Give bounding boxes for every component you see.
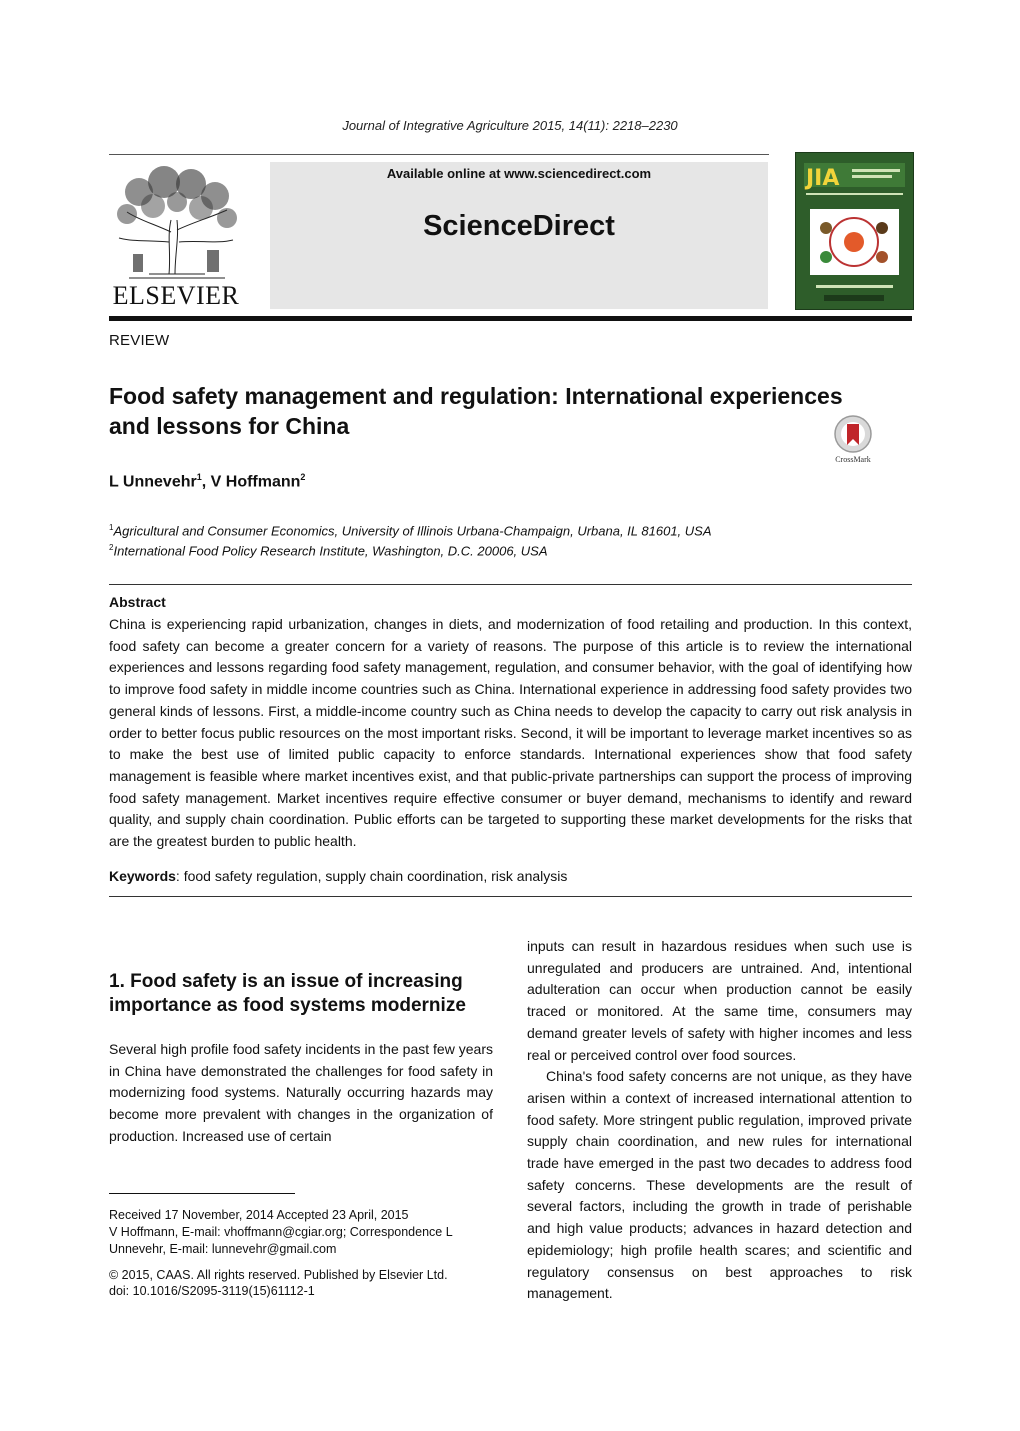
abstract-text: China is experiencing rapid urbanization, changes in diets, and modernization of food retailing and production. In this context, food safety can become a greater concern for a variety of reasons. The purpose of this article is to review the international experiences and lessons regarding food safety management, regulation, and consumer behavior, with the goal of identifying how to improve food safety in middle income countries such as China. International experience in addressing food safety provides two general kinds of lessons. First, a middle-income country such as China needs to develop the capacity to carry out risk analysis in order to better focus public resources on the most important risks. Second, it will be important to leverage market incentives so as to make the best use of limited public capacity to enforce standards. International experiences show that food safety management is feasible where market incentives exist, and that public-private partnerships can support the process of improving food safety management. Market incentives require effective consumer or buyer demand, mechanisms to identify and reward quality, and supply chain coordination. Public efforts can be targeted to supporting these market developments for the risks that are the greatest burden to public health. — [109, 616, 912, 850]
crossmark-icon — [830, 414, 876, 464]
body-paragraph: inputs can result in hazardous residues when such use is unregulated and producers are untrained. And, intentional adulteration can occur when production cannot be easily traced or monitored. At the same time, consumers may demand greater levels of safety with higher incomes and less real or perceived control over food sources. — [527, 938, 912, 1063]
journal-cover-image[interactable] — [795, 152, 914, 310]
body-paragraph: China's food safety concerns are not unique, as they have arisen within a context of increased international attention to food safety. More stringent public regulation, improved private supply chain coordination, and new rules for international trade have emerged in the past two decades to address food safety concerns. These developments are the result of several factors, including the growth in trade of perishable and high value products; advances in hazard detection and epidemiology; high profile health scares; and scientific and regulatory consensus on best approaches to risk management. — [527, 1068, 912, 1302]
footnote-correspondence: V Hoffmann, E-mail: vhoffmann@cgiar.org; Correspondence L Unnevehr, E-mail: lunnevehr@gmail.com — [109, 1225, 453, 1256]
elsevier-wordmark: ELSEVIER — [112, 281, 240, 307]
keywords-list: : food safety regulation, supply chain coordination, risk analysis — [175, 868, 568, 884]
available-online-text: Available online at www.sciencedirect.com — [386, 166, 652, 181]
author-name[interactable]: V Hoffmann — [210, 473, 301, 491]
section-heading: 1. Food safety is an issue of increasing importance as food systems modernize — [109, 971, 466, 1016]
sciencedirect-banner[interactable] — [270, 162, 768, 309]
header-thick-rule — [109, 316, 912, 321]
author-affiliation-mark: 2 — [300, 472, 306, 482]
author-name[interactable]: L Unnevehr — [109, 473, 197, 491]
author-affiliation-mark: 1 — [196, 472, 202, 482]
affiliation-text: International Food Policy Research Institute, Washington, D.C. 20006, USA — [113, 543, 548, 559]
author-list: L Unnevehr$^1$, V Hoffmann$^2$ — [109, 472, 306, 491]
right-column — [527, 936, 912, 1305]
abstract-heading: Abstract — [109, 594, 166, 610]
affiliation-1 — [109, 523, 712, 538]
crossmark-label: CrossMark — [835, 455, 871, 464]
sciencedirect-name: ScienceDirect — [423, 210, 615, 242]
footnote-rule — [109, 1193, 295, 1194]
footnote-copyright: © 2015, CAAS. All rights reserved. Published by Elsevier Ltd. — [109, 1268, 448, 1282]
article-title: Food safety management and regulation: International experiences and lessons for China — [109, 383, 843, 439]
affiliation-mark: 1 — [109, 523, 114, 532]
left-column-text: Several high profile food safety incidents in the past few years in China have demonstrated the challenges for food safety in modernizing food systems. Naturally occurring hazards may become more prevalent with changes in the organization of production. Increased use of certain — [109, 1041, 493, 1144]
abstract-bottom-rule — [109, 896, 912, 897]
footnote-dates: Received 17 November, 2014 Accepted 23 April, 2015 — [109, 1208, 409, 1222]
journal-citation: Journal of Integrative Agriculture 2015, 14(11): 2218–2230 — [342, 118, 678, 133]
keywords-label: Keywords — [109, 868, 176, 884]
article-type: REVIEW — [109, 332, 170, 349]
cover-art-icon — [796, 153, 913, 309]
elsevier-logo[interactable] — [109, 162, 243, 307]
cover-title: JIA — [806, 166, 840, 191]
affiliation-mark: 2 — [109, 543, 114, 552]
abstract-top-rule — [109, 584, 912, 585]
header-rule — [109, 154, 769, 155]
crossmark-badge[interactable] — [830, 414, 876, 464]
keywords — [109, 868, 567, 884]
elsevier-tree-icon — [109, 162, 243, 307]
affiliation-2 — [109, 543, 548, 558]
affiliation-text: Agricultural and Consumer Economics, University of Illinois Urbana-Champaign, Urbana, IL 81601, USA — [113, 523, 712, 539]
footnote-doi[interactable]: doi: 10.1016/S2095-3119(15)61112-1 — [109, 1284, 315, 1298]
